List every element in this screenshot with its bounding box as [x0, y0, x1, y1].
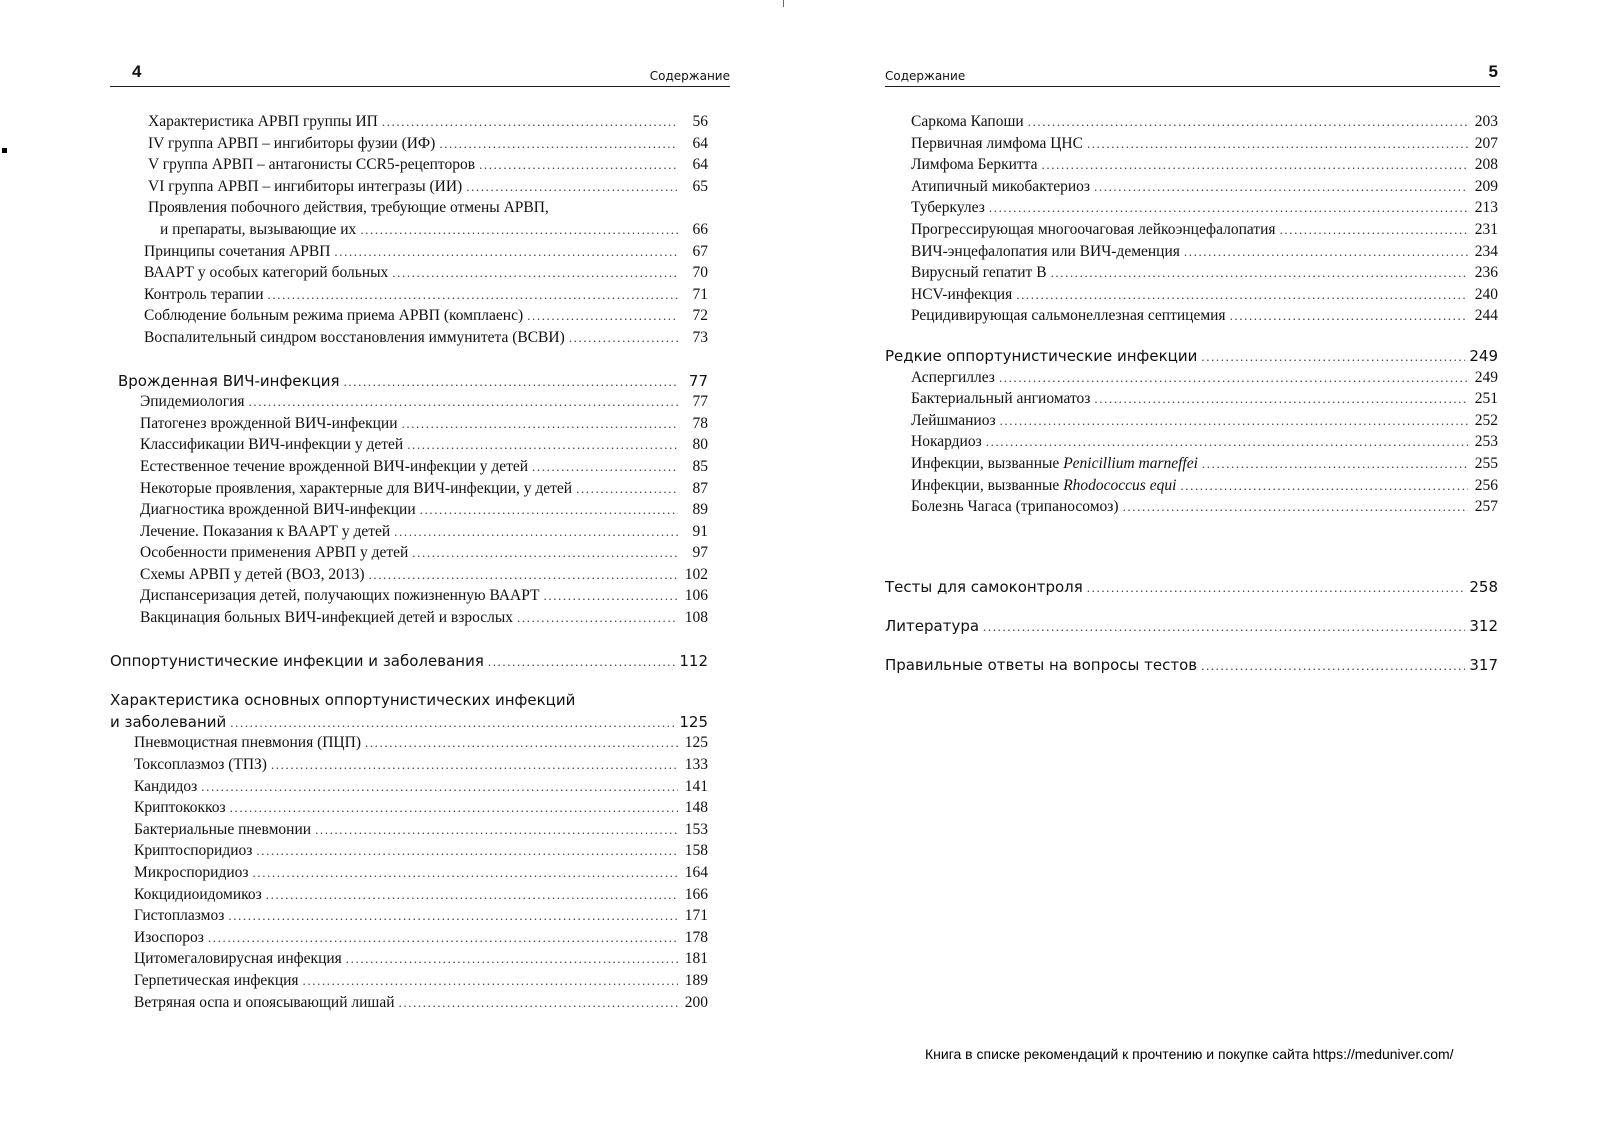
toc-section-entry[interactable]: Литература ..... 312 [885, 617, 1498, 639]
toc-entry[interactable]: Контроль терапии ..... 71 [144, 286, 708, 308]
toc-section-entry[interactable]: Оппортунистические инфекции и заболевания ..... 112 [110, 652, 708, 674]
margin-mark [2, 148, 7, 153]
toc-entry[interactable]: Рецидивирующая сальмонеллезная септицемия ..... 244 [911, 307, 1498, 329]
toc-entry[interactable]: Бактериальный ангиоматоз ..... 251 [911, 390, 1498, 412]
toc-entry[interactable]: Аспергиллез ..... 249 [911, 369, 1498, 391]
toc-group-tumors [885, 113, 1500, 329]
toc-section-entry[interactable]: Врожденная ВИЧ-инфекция ..... 77 [118, 372, 708, 394]
toc-entry[interactable]: Воспалительный синдром восстановления иммунитета (ВСВИ) ..... 73 [144, 329, 708, 351]
toc-entry[interactable]: V группа АРВП – антагонисты CCR5-рецепторов ..... 64 [148, 156, 708, 178]
spacer [885, 599, 1498, 617]
toc-entry[interactable]: Патогенез врожденной ВИЧ-инфекции ..... 78 [140, 415, 708, 437]
toc-entry[interactable]: Инфекции, вызванные Penicillium marneffei ..... 255 [911, 455, 1498, 477]
toc-entry[interactable]: Первичная лимфома ЦНС ..... 207 [911, 135, 1498, 157]
toc-section-congenital [110, 372, 730, 394]
toc-entry[interactable]: и препараты, вызывающие их ..... 66 [148, 221, 708, 243]
toc-entry[interactable]: Характеристика АРВП группы ИП ..... 56 [148, 113, 708, 135]
left-page-header [110, 62, 730, 87]
toc-section-characteristics [110, 691, 730, 734]
toc-entry[interactable]: ВИЧ-энцефалопатия или ВИЧ-деменция ..... 234 [911, 243, 1498, 265]
toc-entry[interactable]: Бактериальные пневмонии ..... 153 [134, 821, 708, 843]
toc-group-arvp-2 [110, 243, 730, 351]
right-toc [885, 113, 1500, 677]
left-running-title: Содержание [649, 69, 730, 83]
toc-entry[interactable]: Вакцинация больных ВИЧ-инфекцией детей и взрослых ..... 108 [140, 609, 708, 631]
toc-section-opportunistic [110, 652, 730, 674]
toc-entry[interactable]: Криптоспоридиоз ..... 158 [134, 842, 708, 864]
toc-section-end-matter [885, 578, 1500, 678]
toc-section-line1: Характеристика основных оппортунистических инфекций [110, 691, 576, 710]
toc-group-congenital [110, 393, 730, 631]
toc-entry[interactable]: Диспансеризация детей, получающих пожизненную ВААРТ ..... 106 [140, 587, 708, 609]
footer-note: Книга в списке рекомендаций к прочтению и покупке сайта https://meduniver.com/ [925, 1046, 1454, 1062]
toc-entry[interactable]: Соблюдение больным режима приема АРВП (комплаенс) ..... 72 [144, 307, 708, 329]
spacer [885, 520, 1500, 578]
toc-entry[interactable]: Схемы АРВП у детей (ВОЗ, 2013) ..... 102 [140, 566, 708, 588]
spacer [885, 638, 1498, 656]
toc-entry-italic: Penicillium marneffei [1063, 454, 1198, 472]
toc-entry[interactable]: Нокардиоз ..... 253 [911, 433, 1498, 455]
toc-entry[interactable]: Саркома Капоши ..... 203 [911, 113, 1498, 135]
toc-entry[interactable]: Лимфома Беркитта ..... 208 [911, 156, 1498, 178]
toc-entry[interactable]: Прогрессирующая многоочаговая лейкоэнцефалопатия ..... 231 [911, 221, 1498, 243]
toc-entry[interactable]: Микроспоридиоз ..... 164 [134, 864, 708, 886]
toc-entry[interactable]: Кандидоз ..... 141 [134, 778, 708, 800]
toc-entry[interactable]: Диагностика врожденной ВИЧ-инфекции ..... 89 [140, 501, 708, 523]
toc-entry[interactable]: Лейшманиоз ..... 252 [911, 412, 1498, 434]
right-page-number: 5 [1488, 62, 1498, 81]
toc-entry-prefix: Инфекции, вызванные [911, 454, 1064, 472]
toc-group-infections [110, 734, 730, 1015]
toc-entry[interactable]: Эпидемиология ..... 77 [140, 393, 708, 415]
right-running-title: Содержание [885, 69, 966, 83]
toc-entry[interactable]: Криптококкоз ..... 148 [134, 799, 708, 821]
left-toc [110, 113, 730, 1015]
toc-entry[interactable]: Пневмоцистная пневмония (ПЦП) ..... 125 [134, 734, 708, 756]
toc-section-entry[interactable]: Правильные ответы на вопросы тестов ..... 317 [885, 656, 1498, 678]
toc-entry[interactable]: Ветряная оспа и опоясывающий лишай ..... 200 [134, 994, 708, 1016]
toc-section-entry[interactable]: и заболеваний ..... 125 [110, 713, 708, 735]
toc-entry[interactable]: Цитомегаловирусная инфекция ..... 181 [134, 950, 708, 972]
toc-entry[interactable]: ВААРТ у особых категорий больных ..... 70 [144, 264, 708, 286]
spacer [885, 329, 1500, 347]
toc-group-rare [885, 369, 1500, 520]
toc-entry[interactable]: Туберкулез ..... 213 [911, 199, 1498, 221]
toc-entry[interactable]: Инфекции, вызванные Rhodococcus equi ..... 256 [911, 477, 1498, 499]
toc-entry[interactable]: Герпетическая инфекция ..... 189 [134, 972, 708, 994]
toc-entry[interactable]: VI группа АРВП – ингибиторы интегразы (ИИ) ..... 65 [148, 178, 708, 200]
toc-entry[interactable]: Лечение. Показания к ВААРТ у детей ..... 91 [140, 523, 708, 545]
top-margin-mark [783, 0, 784, 7]
toc-entry[interactable]: Принципы сочетания АРВП ..... 67 [144, 243, 708, 265]
toc-entry-line1: Проявления побочного действия, требующие отмены АРВП, [148, 199, 549, 217]
spacer [110, 351, 730, 372]
toc-entry[interactable]: Атипичный микобактериоз ..... 209 [911, 178, 1498, 200]
toc-entry[interactable]: Изоспороз ..... 178 [134, 929, 708, 951]
toc-entry[interactable]: Болезнь Чагаса (трипаносомоз) ..... 257 [911, 498, 1498, 520]
toc-entry[interactable]: IV группа АРВП – ингибиторы фузии (ИФ) ..... 64 [148, 135, 708, 157]
toc-entry[interactable]: Токсоплазмоз (ТПЗ) ..... 133 [134, 756, 708, 778]
toc-entry-italic: Rhodococcus equi [1063, 476, 1177, 494]
toc-entry[interactable]: Классификации ВИЧ-инфекции у детей ..... 80 [140, 436, 708, 458]
toc-entry-prefix: Инфекции, вызванные [911, 476, 1064, 494]
toc-entry[interactable]: Некоторые проявления, характерные для ВИЧ-инфекции, у детей ..... 87 [140, 480, 708, 502]
toc-section-rare [885, 347, 1500, 369]
toc-entry[interactable]: Гистоплазмоз ..... 171 [134, 907, 708, 929]
toc-group-arvp [110, 113, 730, 243]
toc-entry[interactable]: Вирусный гепатит B ..... 236 [911, 264, 1498, 286]
toc-entry[interactable]: HCV-инфекция ..... 240 [911, 286, 1498, 308]
right-page-header [885, 62, 1500, 87]
toc-section-entry[interactable]: Тесты для самоконтроля ..... 258 [885, 578, 1498, 600]
toc-section-entry[interactable]: Редкие оппортунистические инфекции ..... 249 [885, 347, 1498, 369]
left-page-number: 4 [132, 62, 142, 81]
toc-entry[interactable]: Особенности применения АРВП у детей ..... 97 [140, 544, 708, 566]
toc-entry[interactable]: Кокцидиоидомикоз ..... 166 [134, 886, 708, 908]
spacer [110, 631, 730, 652]
spacer [110, 673, 730, 691]
toc-entry[interactable]: Естественное течение врожденной ВИЧ-инфекции у детей ..... 85 [140, 458, 708, 480]
